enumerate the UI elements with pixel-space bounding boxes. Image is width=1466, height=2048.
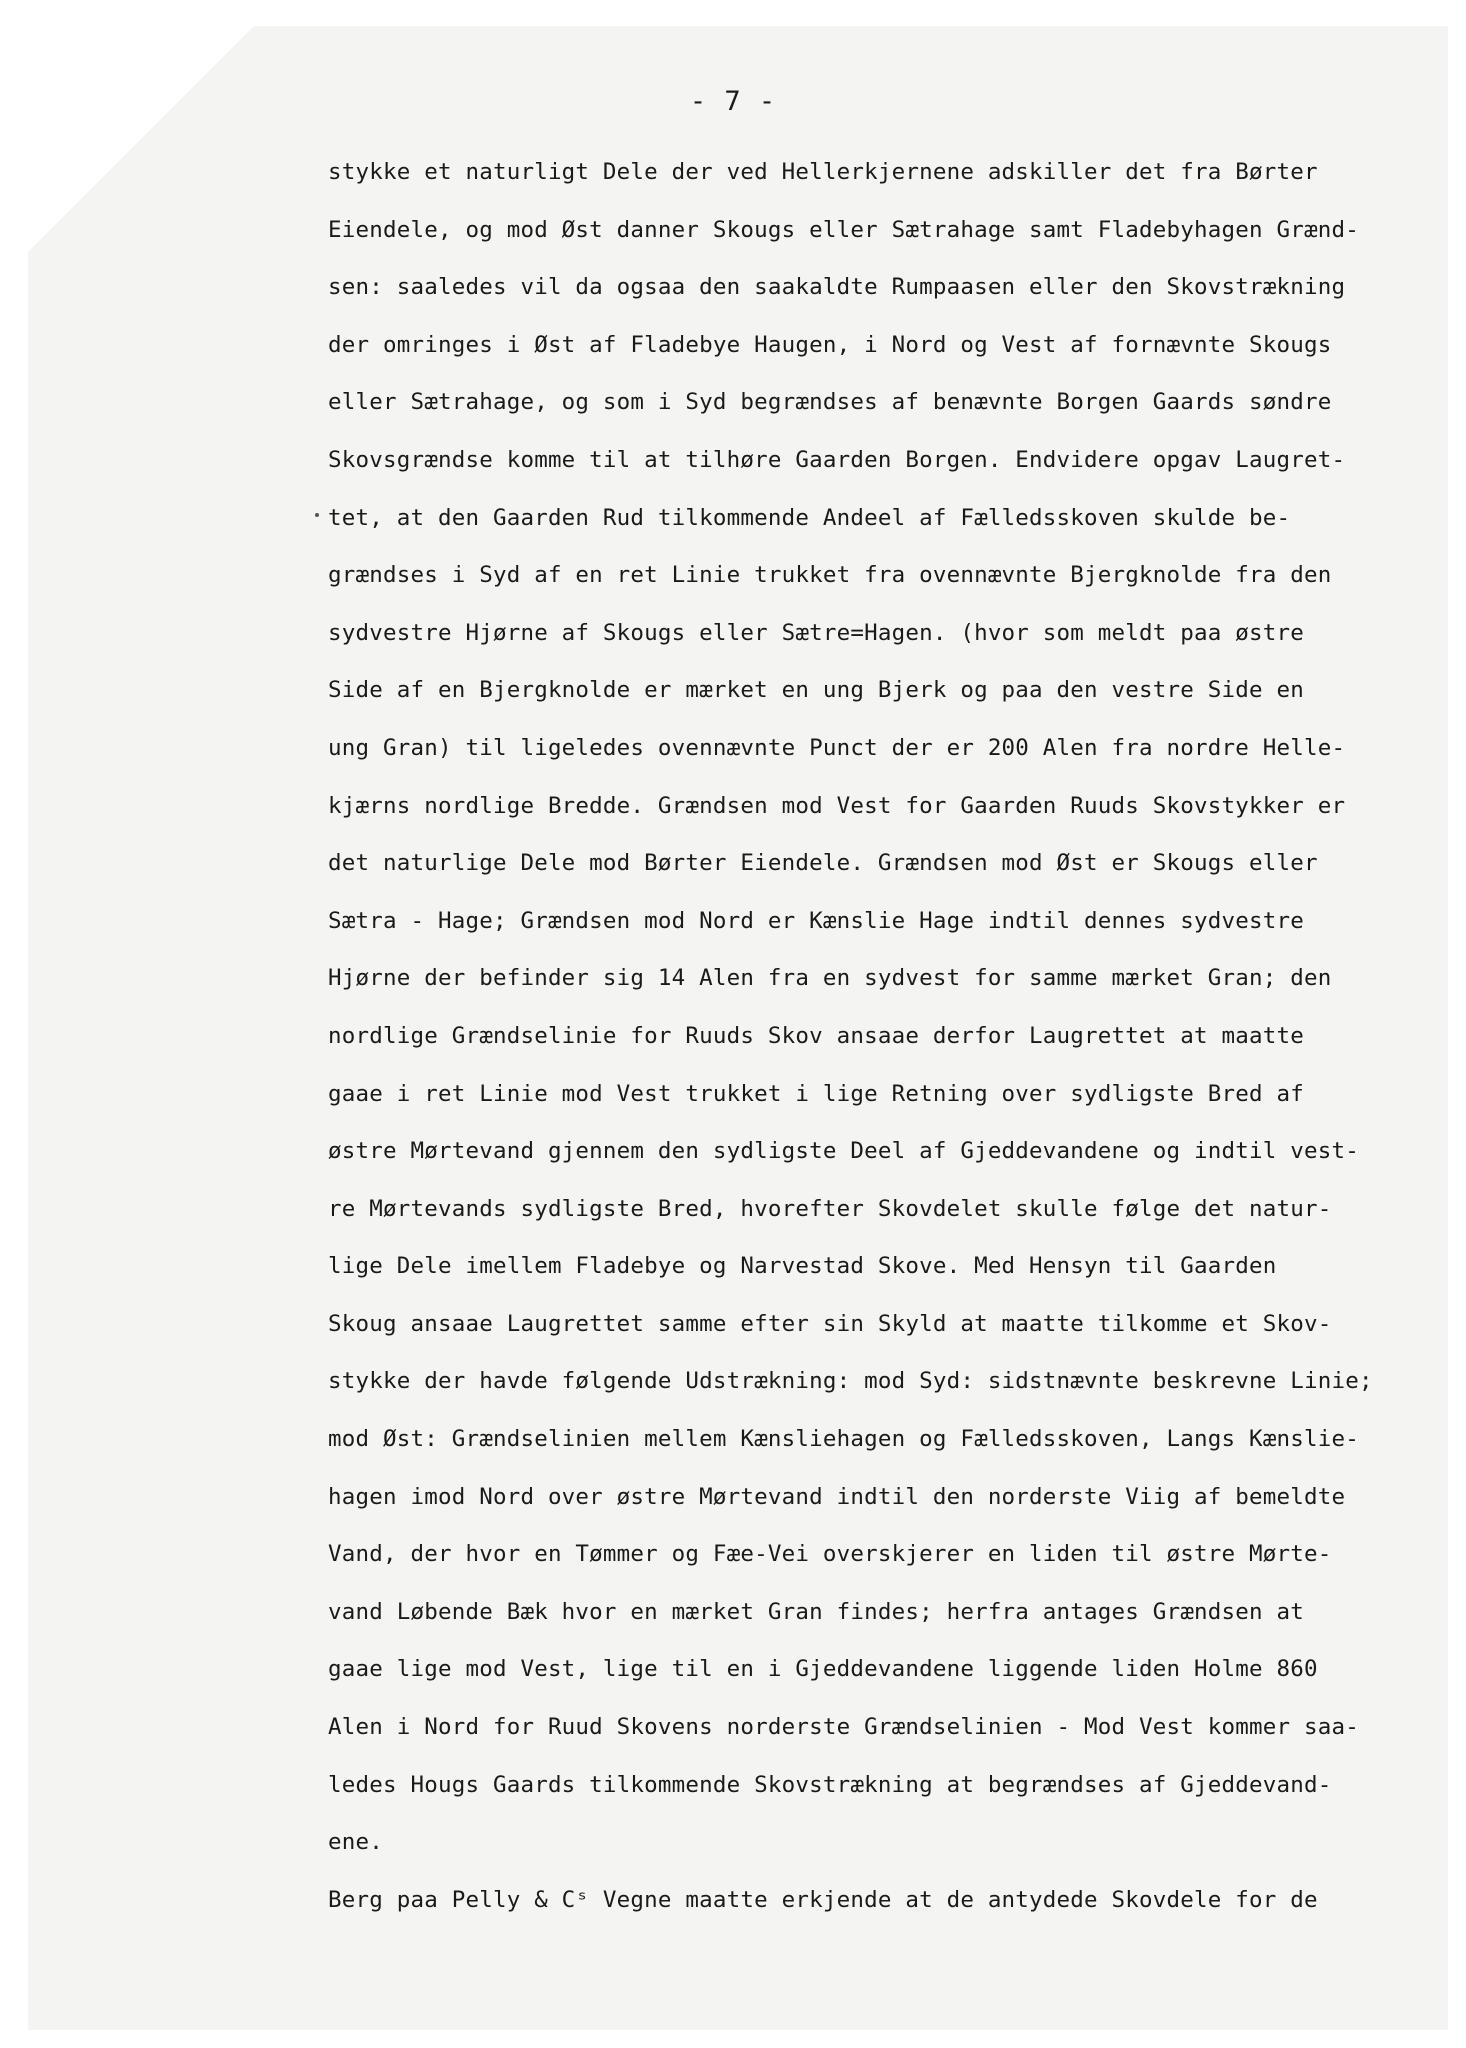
text-line: der omringes i Øst af Fladebye Haugen, i Nord og Vest af fornævnte Skougs bbox=[328, 331, 1332, 358]
text-line: eller Sætrahage, og som i Syd begrændses af benævnte Borgen Gaards søndre bbox=[328, 389, 1332, 416]
text-line: Berg paa Pelly & Cˢ Vegne maatte erkjende at de antydede Skovdele for de bbox=[328, 1886, 1318, 1913]
text-line: gaae i ret Linie mod Vest trukket i lige Retning over sydligste Bred af bbox=[328, 1080, 1304, 1107]
text-line: gaae lige mod Vest, lige til en i Gjeddevandene liggende liden Holme 860 bbox=[328, 1656, 1318, 1683]
text-line: stykke et naturligt Dele der ved Hellerkjernene adskiller det fra Børter bbox=[328, 159, 1318, 185]
text-line: Vand, der hvor en Tømmer og Fæe-Vei overskjerer en liden til østre Mørte- bbox=[328, 1541, 1332, 1568]
text-line: Sætra - Hage; Grændsen mod Nord er Kænslie Hage indtil dennes sydvestre bbox=[328, 907, 1304, 934]
text-line: østre Mørtevand gjennem den sydligste Deel af Gjeddevandene og indtil vest- bbox=[328, 1138, 1359, 1165]
text-line: hagen imod Nord over østre Mørtevand indtil den norderste Viig af bemeldte bbox=[328, 1483, 1346, 1510]
text-line: tet, at den Gaarden Rud tilkommende Andeel af Fælledsskoven skulde be- bbox=[328, 504, 1291, 531]
text-line: Alen i Nord for Ruud Skovens norderste Grændselinien - Mod Vest kommer saa- bbox=[328, 1714, 1359, 1741]
ink-speck bbox=[315, 513, 319, 517]
text-line: mod Øst: Grændselinien mellem Kænsliehagen og Fælledsskoven, Langs Kænslie- bbox=[328, 1426, 1359, 1453]
text-line: ung Gran) til ligeledes ovennævnte Punct der er 200 Alen fra nordre Helle- bbox=[328, 734, 1346, 761]
text-line: vand Løbende Bæk hvor en mærket Gran findes; herfra antages Grændsen at bbox=[328, 1598, 1304, 1625]
text-line: ledes Hougs Gaards tilkommende Skovstrækning at begrændses af Gjeddevand- bbox=[328, 1771, 1332, 1798]
page-number: - 7 - bbox=[689, 86, 777, 117]
text-line: Eiendele, og mod Øst danner Skougs eller Sætrahage samt Fladebyhagen Grænd- bbox=[328, 216, 1359, 243]
text-line: Skoug ansaae Laugrettet samme efter sin Skyld at maatte tilkomme et Skov- bbox=[328, 1310, 1332, 1337]
text-line: sen: saaledes vil da ogsaa den saakaldte Rumpaasen eller den Skovstrækning bbox=[328, 274, 1346, 301]
text-line: kjærns nordlige Bredde. Grændsen mod Vest for Gaarden Ruuds Skovstykker er bbox=[328, 792, 1346, 819]
text-line: Hjørne der befinder sig 14 Alen fra en sydvest for samme mærket Gran; den bbox=[328, 965, 1332, 992]
text-line: stykke der havde følgende Udstrækning: mod Syd: sidstnævnte beskrevne Linie; bbox=[328, 1368, 1373, 1395]
text-line: grændses i Syd af en ret Linie trukket fra ovennævnte Bjergknolde fra den bbox=[328, 562, 1332, 589]
text-line: Side af en Bjergknolde er mærket en ung Bjerk og paa den vestre Side en bbox=[328, 677, 1304, 704]
typed-text-block bbox=[328, 144, 1438, 1929]
text-line: det naturlige Dele mod Børter Eiendele. Grændsen mod Øst er Skougs eller bbox=[328, 850, 1318, 877]
text-line: sydvestre Hjørne af Skougs eller Sætre=Hagen. (hvor som meldt paa østre bbox=[328, 619, 1304, 646]
text-line: nordlige Grændselinie for Ruuds Skov ansaae derfor Laugrettet at maatte bbox=[328, 1022, 1304, 1049]
text-line: Skovsgrændse komme til at tilhøre Gaarden Borgen. Endvidere opgav Laugret- bbox=[328, 446, 1346, 473]
text-line: ene. bbox=[328, 1829, 383, 1856]
text-line: lige Dele imellem Fladebye og Narvestad Skove. Med Hensyn til Gaarden bbox=[328, 1253, 1277, 1280]
text-line: re Mørtevands sydligste Bred, hvorefter Skovdelet skulle følge det natur- bbox=[328, 1195, 1332, 1222]
